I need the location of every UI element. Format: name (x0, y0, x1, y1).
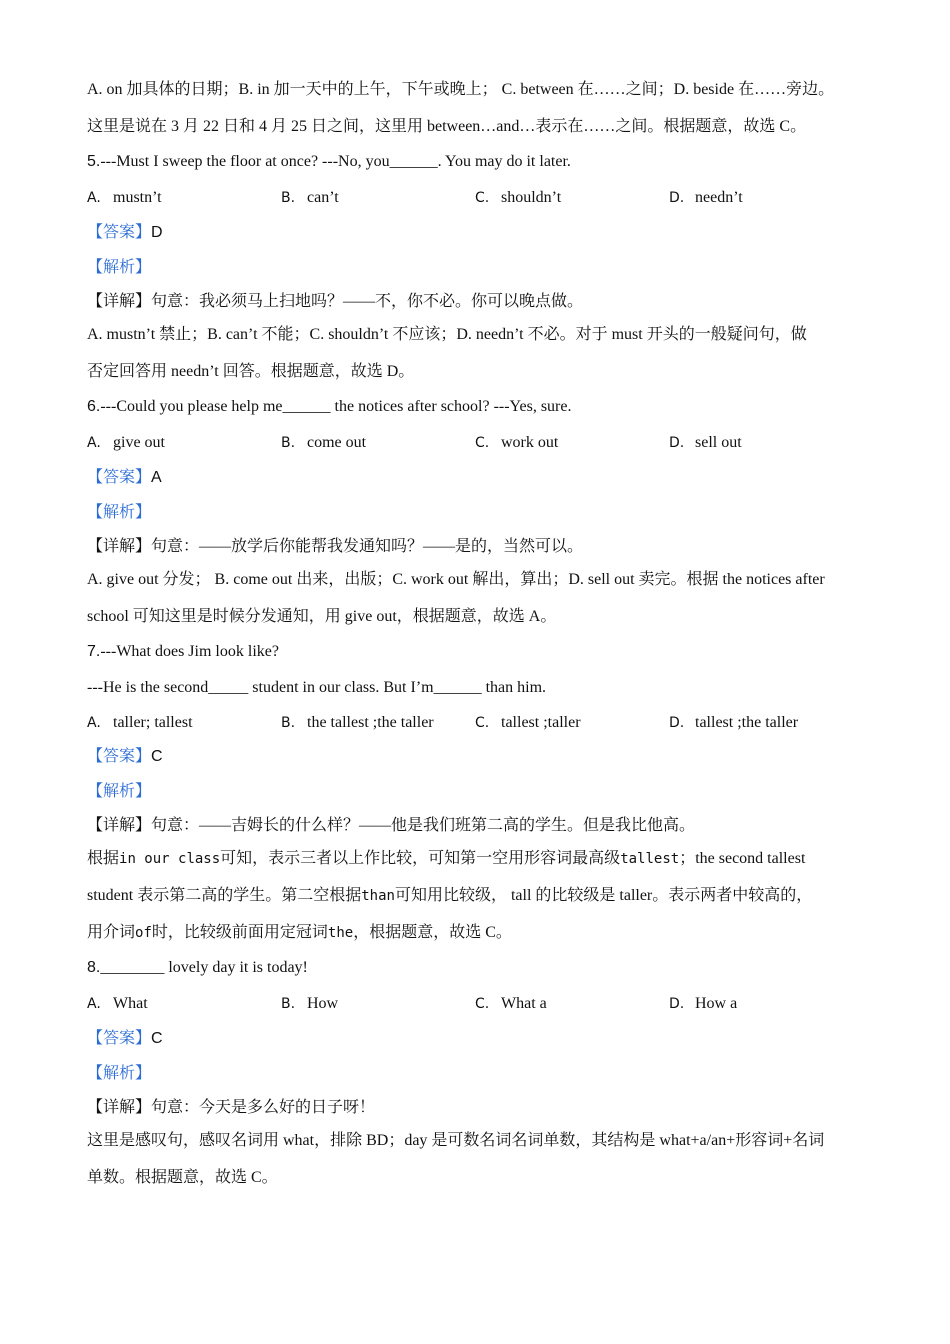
explanation-line-1: A. give out 分发； B. come out 出来，出版；C. work out 解出，算出；D. sell out 卖完。根据 the notices after (87, 571, 825, 588)
intro-line-1: A. on 加具体的日期；B. in 加一天中的上午，下午或晚上； C. between 在……之间；D. beside 在……旁边。 (87, 81, 835, 98)
intro-line-2: 这里是说在 3 月 22 日和 4 月 25 日之间，这里用 between…and…表示在……之间。根据题意，故选 C。 (87, 118, 807, 135)
detail-line (87, 537, 583, 557)
answer-tag: 【答案】 (87, 748, 152, 765)
option-d: D. needn’t (669, 189, 743, 206)
option-a: A. give out (87, 434, 165, 451)
detail-text: 句意：今天是多么好的日子呀！ (151, 1099, 376, 1116)
question-text: ---Could you please help me______ the notices after school? ---Yes, sure. (100, 398, 572, 415)
option-b: B. can’t (281, 189, 339, 206)
explanation-line-1: A. mustn’t 禁止；B. can’t 不能；C. shouldn’t 不应该；D. needn’t 不必。对于 must 开头的一般疑问句，做 (87, 326, 807, 343)
option-b: B. How (281, 995, 339, 1012)
detail-text: 句意：——吉姆长的什么样？——他是我们班第二高的学生。但是我比他高。 (151, 817, 696, 834)
answer-value: D (151, 224, 163, 241)
answer-value: C (151, 748, 163, 765)
code-phrase: of (135, 925, 152, 941)
detail-line (87, 1098, 375, 1118)
question-7-stem-2: ---He is the second_____ student in our class. But I’m______ than him. (87, 679, 547, 696)
question-6-stem (87, 397, 571, 417)
answer-line (87, 223, 163, 243)
question-number: 5. (87, 153, 101, 170)
detail-tag: 【详解】 (87, 1099, 152, 1116)
option-d: D. How a (669, 995, 738, 1012)
explanation-line-2: school 可知这里是时候分发通知，用 give out，根据题意，故选 A。 (87, 608, 557, 625)
question-7-stem (87, 642, 279, 662)
analysis-tag: 【解析】 (87, 259, 152, 276)
code-phrase: than (361, 888, 395, 904)
code-phrase: the (327, 925, 354, 941)
detail-text: 句意：——放学后你能帮我发通知吗？——是的，当然可以。 (151, 538, 584, 555)
answer-tag: 【答案】 (87, 469, 152, 486)
answer-line (87, 1029, 163, 1049)
detail-line (87, 816, 695, 836)
answer-line (87, 468, 162, 488)
code-phrase: tallest (620, 851, 680, 867)
option-c: C. tallest ;taller (475, 714, 581, 731)
analysis-tag: 【解析】 (87, 504, 152, 521)
option-c: C. shouldn’t (475, 189, 562, 206)
detail-line (87, 292, 583, 312)
option-d: D. tallest ;the taller (669, 714, 799, 731)
detail-text: 句意：我必须马上扫地吗？——不，你不必。你可以晚点做。 (151, 293, 584, 310)
answer-tag: 【答案】 (87, 1030, 152, 1047)
explanation-line-1: 这里是感叹句，感叹名词用 what，排除 BD；day 是可数名词名词单数，其结构是 what+a/an+形容词+名词 (87, 1132, 825, 1149)
question-text: ---Must I sweep the floor at once? ---No, you______. You may do it later. (100, 153, 571, 170)
analysis-tag: 【解析】 (87, 1065, 152, 1082)
question-text: ________ lovely day it is today! (100, 959, 308, 976)
option-c: C. What a (475, 995, 547, 1012)
question-text: ---What does Jim look like? (100, 643, 279, 660)
option-a: A. What (87, 995, 148, 1012)
question-number: 6. (87, 398, 101, 415)
code-phrase: in our class (119, 851, 221, 867)
explanation-line-2: 否定回答用 needn’t 回答。根据题意，故选 D。 (87, 363, 415, 380)
answer-value: A (151, 469, 162, 486)
explanation-line-2: 单数。根据题意，故选 C。 (87, 1169, 278, 1186)
option-d: D. sell out (669, 434, 742, 451)
answer-value: C (151, 1030, 163, 1047)
detail-tag: 【详解】 (87, 293, 152, 310)
question-5-stem (87, 152, 571, 172)
answer-tag: 【答案】 (87, 224, 152, 241)
option-b: B. come out (281, 434, 367, 451)
option-c: C. work out (475, 434, 559, 451)
explanation-line-3: 用介词of时，比较级前面用定冠词the，根据题意，故选 C。 (87, 924, 512, 941)
analysis-tag: 【解析】 (87, 783, 152, 800)
question-8-stem (87, 958, 308, 978)
question-number: 7. (87, 643, 101, 660)
answer-line (87, 747, 163, 767)
option-a: A. taller; tallest (87, 714, 193, 731)
question-number: 8. (87, 959, 101, 976)
option-a: A. mustn’t (87, 189, 162, 206)
explanation-line-1: 根据in our class可知，表示三者以上作比较，可知第一空用形容词最高级tallest；the second tallest (87, 850, 806, 867)
detail-tag: 【详解】 (87, 538, 152, 555)
detail-tag: 【详解】 (87, 817, 152, 834)
explanation-line-2: student 表示第二高的学生。第二空根据than可知用比较级， tall 的比较级是 taller。表示两者中较高的， (87, 887, 813, 904)
option-b: B. the tallest ;the taller (281, 714, 434, 731)
